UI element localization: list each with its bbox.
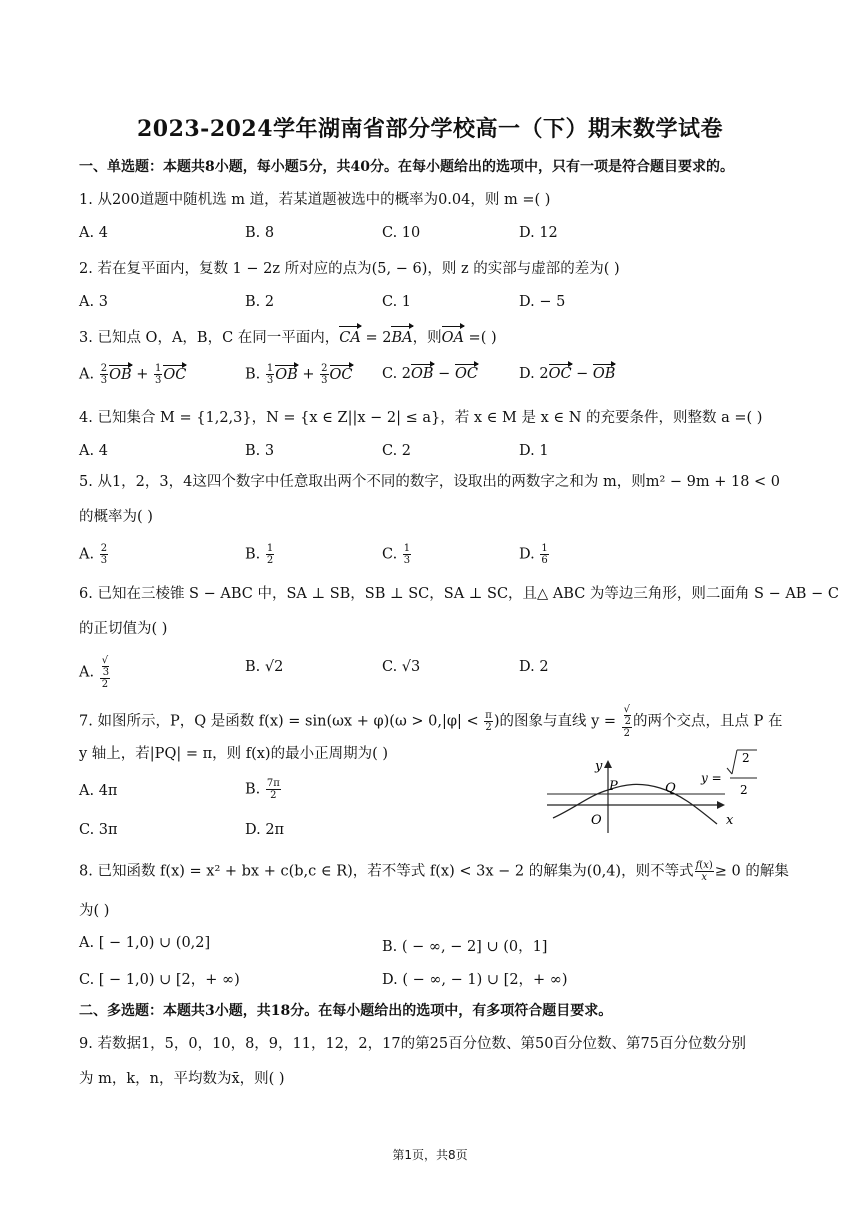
- section-heading-multiple-choice: 二、多选题：本题共3小题，共18分。在每小题给出的选项中，有多项符合题目要求。: [79, 1003, 613, 1019]
- q2-option-d: D. − 5: [519, 294, 566, 310]
- q5-option-c: C. $\frac{1}{3}$: [382, 543, 411, 566]
- q5-option-a: A. $\frac{2}{3}$: [79, 543, 108, 566]
- page-footer: 第1页，共8页: [392, 1148, 468, 1162]
- question-1-stem: 1. 从200道题中随机选 m 道，若某道题被选中的概率为0.04，则 m =( ): [79, 192, 551, 208]
- q8-option-a: A. [ − 1,0) ∪ (0,2]: [79, 935, 211, 951]
- q4-option-a: A. 4: [79, 443, 108, 459]
- q8-option-c: C. [ − 1,0) ∪ [2，+ ∞): [79, 972, 240, 988]
- q7-option-d: D. 2π: [245, 822, 285, 838]
- question-5-stem-line1: 5. 从1，2，3，4这四个数字中任意取出两个不同的数字，设取出的两数字之和为 m，则m² − 9m + 18 < 0: [79, 474, 781, 490]
- page-title: 2023-2024学年湖南省部分学校高一（下）期末数学试卷: [136, 116, 724, 142]
- q8-stem-part2: ≥ 0 的解集: [714, 863, 789, 880]
- q5-option-b: B. $\frac{1}{2}$: [245, 543, 274, 566]
- q3-stem-text: 3. 已知点 O，A，B，C 在同一平面内，: [79, 330, 340, 346]
- q1-option-d: D. 12: [519, 225, 558, 241]
- q2-option-b: B. 2: [245, 294, 275, 310]
- q8-option-d: D. ( − ∞, − 1) ∪ [2，+ ∞): [382, 972, 568, 988]
- q6-option-d: D. 2: [519, 659, 549, 675]
- question-5-stem-line2: 的概率为( ): [79, 509, 153, 525]
- question-9-stem-line2: 为 m，k，n，平均数为x̄，则( ): [79, 1071, 285, 1087]
- question-7-stem-line1: 7. 如图所示，P，Q 是函数 f(x) = sin(ωx + φ)(ω > 0,|φ| < $\frac{\pi}{2}$ )的图象与直线 y = √ 2 2 的两个交点，且点 P 在: [79, 704, 783, 739]
- q1-option-b: B. 8: [245, 225, 275, 241]
- q6-option-b: B. √2: [245, 659, 284, 675]
- q3-option-c: C. 2OB − OC: [382, 366, 478, 382]
- q5-option-d: D. $\frac{1}{6}$: [519, 543, 548, 566]
- question-4-stem: 4. 已知集合 M = {1,2,3}，N = {x ∈ Z||x − 2| ≤ a}，若 x ∈ M 是 x ∈ N 的充要条件，则整数 a =( ): [79, 410, 763, 426]
- svg-text:2: 2: [740, 783, 748, 797]
- q8-option-b: B. ( − ∞, − 2] ∪ (0，1]: [382, 939, 548, 955]
- q4-option-d: D. 1: [519, 443, 549, 459]
- section-heading-single-choice: 一、单选题：本题共8小题，每小题5分，共40分。在每小题给出的选项中，只有一项是符合题目要求的。: [79, 159, 734, 175]
- question-8-stem-line2: 为( ): [79, 903, 110, 919]
- q7-option-b: B. $\frac{7\pi}{2}$: [245, 778, 280, 801]
- q7-stem-part2: )的图象与直线 y =: [493, 713, 617, 730]
- question-8-stem-line1: 8. 已知函数 f(x) = x² + bx + c(b,c ∈ R)，若不等式 f(x) < 3x − 2 的解集为(0,4)，则不等式 $\frac{f(x)}{x}$ ≥ 0 的解集: [79, 860, 789, 883]
- q6-option-a: A. √ 3 2: [79, 655, 110, 690]
- q3-option-d: D. 2OC − OB: [519, 366, 616, 382]
- q3-option-b: B. $\frac{1}{3}$ OB + $\frac{2}{3}$ OC: [245, 363, 353, 386]
- figure-label-line-eq: y =: [701, 771, 722, 785]
- q2-option-c: C. 1: [382, 294, 412, 310]
- question-7-stem-line2: y 轴上，若|PQ| = π，则 f(x)的最小正周期为( ): [79, 746, 389, 762]
- q2-option-a: A. 3: [79, 294, 108, 310]
- figure-label-x: x: [726, 813, 734, 828]
- q1-option-c: C. 10: [382, 225, 421, 241]
- q6-option-c: C. √3: [382, 659, 421, 675]
- q7-sine-graph-figure: [545, 748, 770, 838]
- q7-stem-part3: 的两个交点，且点 P 在: [633, 713, 783, 730]
- q3-option-a: A. $\frac{2}{3}$ OB + $\frac{1}{3}$ OC: [79, 363, 187, 386]
- q7-option-a: A. 4π: [79, 783, 118, 799]
- figure-label-o: O: [591, 813, 602, 828]
- q4-option-b: B. 3: [245, 443, 275, 459]
- question-6-stem-line1: 6. 已知在三棱锥 S − ABC 中，SA ⊥ SB，SB ⊥ SC，SA ⊥ SC，且△ ABC 为等边三角形，则二面角 S − AB − C: [79, 586, 839, 602]
- q8-stem-part1: 8. 已知函数 f(x) = x² + bx + c(b,c ∈ R)，若不等式 f(x) < 3x − 2 的解集为(0,4)，则不等式: [79, 863, 694, 880]
- svg-text:2: 2: [742, 751, 750, 765]
- q7-option-c: C. 3π: [79, 822, 118, 838]
- question-6-stem-line2: 的正切值为( ): [79, 621, 168, 637]
- figure-label-q: Q: [665, 781, 676, 796]
- q3-stem-end: ( ): [480, 330, 497, 346]
- q1-option-a: A. 4: [79, 225, 108, 241]
- figure-label-y: y: [595, 759, 603, 774]
- figure-label-p: P: [609, 779, 618, 794]
- question-9-stem-line1: 9. 若数据1，5，0，10，8，9，11，12，2，17的第25百分位数、第50百分位数、第75百分位数分别: [79, 1036, 746, 1052]
- q7-stem-part1: 7. 如图所示，P，Q 是函数 f(x) = sin(ωx + φ)(ω > 0,|φ| <: [79, 713, 479, 730]
- q4-option-c: C. 2: [382, 443, 412, 459]
- question-3-stem: 3. 已知点 O，A，B，C 在同一平面内，CA = 2BA，则OA =( ): [79, 330, 497, 346]
- question-2-stem: 2. 若在复平面内，复数 1 − 2z 所对应的点为(5, − 6)，则 z 的实部与虚部的差为( ): [79, 261, 620, 277]
